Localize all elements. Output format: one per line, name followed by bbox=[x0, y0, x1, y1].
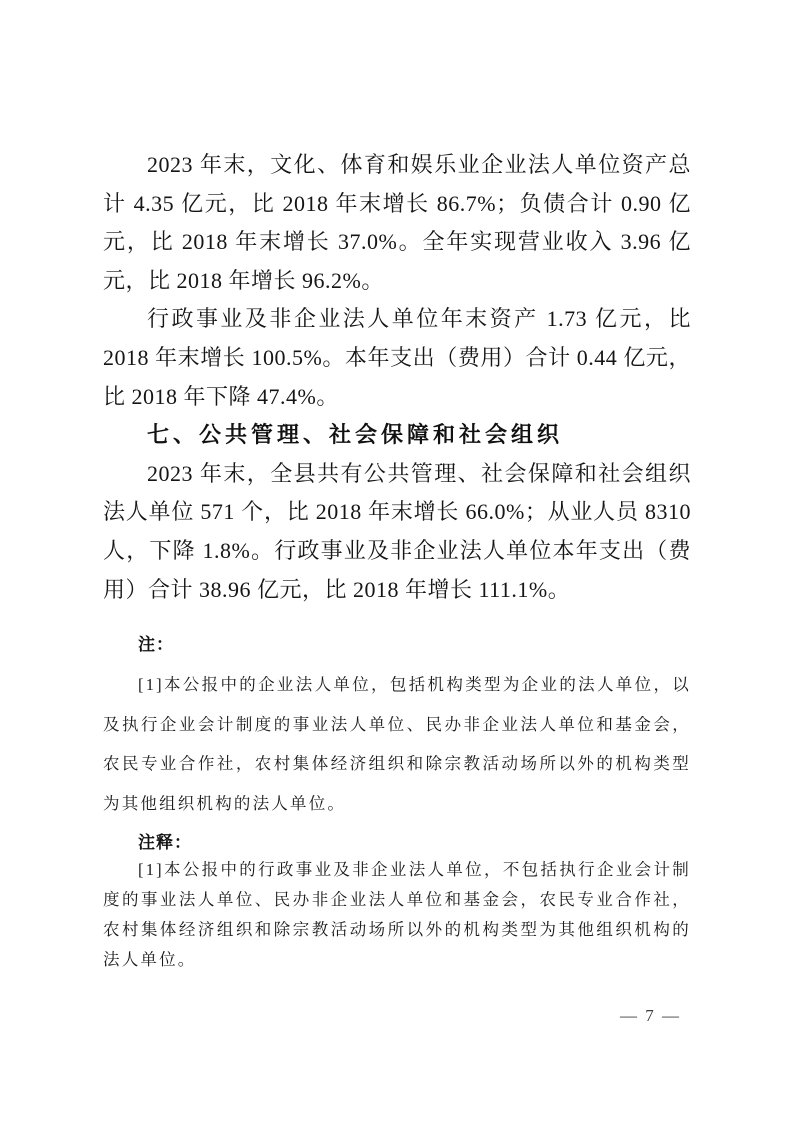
paragraph-admin-noncorporate-assets: 行政事业及非企业法人单位年末资产 1.73 亿元，比 2018 年末增长 100.5%。本年支出（费用）合计 0.44 亿元，比 2018 年下降 47.4%。 bbox=[103, 306, 691, 409]
page-number: — 7 — bbox=[620, 1006, 681, 1025]
footnotes-label: 注释： bbox=[138, 833, 192, 853]
document-content bbox=[103, 146, 691, 975]
paragraph-culture-sports-assets: 2023 年末，文化、体育和娱乐业企业法人单位资产总计 4.35 亿元，比 2018 年末增长 86.7%；负债合计 0.90 亿元，比 2018 年末增长 37.0%。全年实现营业收入 3.96 亿元，比 2018 年增长 96.2%。 bbox=[103, 152, 691, 293]
note-item-enterprise-definition: [1]本公报中的企业法人单位，包括机构类型为企业的法人单位，以及执行企业会计制度的事业法人单位、民办非企业法人单位和基金会，农民专业合作社，农村集体经济组织和除宗教活动场所以外的机构类型为其他组织机构的法人单位。 bbox=[103, 675, 691, 813]
paragraph-public-management-stats: 2023 年末，全县共有公共管理、社会保障和社会组织法人单位 571 个，比 2018 年末增长 66.0%；从业人员 8310 人，下降 1.8%。行政事业及非企业法人单位本年支出（费用）合计 38.96 亿元，比 2018 年增长 111.1%。 bbox=[103, 460, 691, 602]
footnote-item-admin-definition: [1]本公报中的行政事业及非企业法人单位，不包括执行企业会计制度的事业法人单位、民办非企业法人单位和基金会，农民专业合作社，农村集体经济组织和除宗教活动场所以外的机构类型为其他组织机构的法人单位。 bbox=[103, 860, 691, 970]
notes-label: 注： bbox=[138, 635, 174, 655]
section-heading-public-management: 七、公共管理、社会保障和社会组织 bbox=[147, 422, 564, 448]
